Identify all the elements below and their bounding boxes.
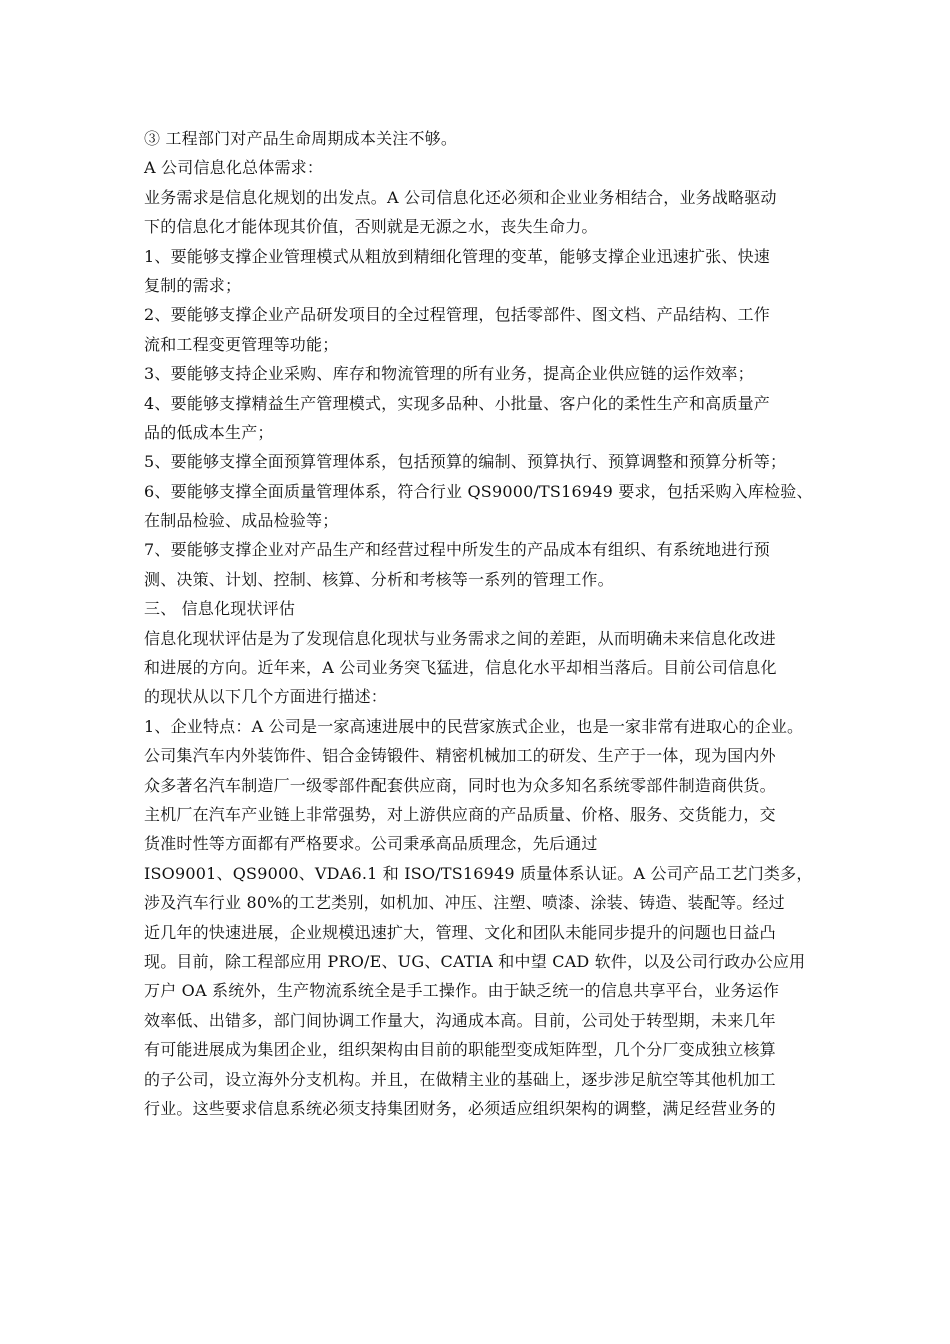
text-line: 万户 OA 系统外，生产物流系统全是手工操作。由于缺乏统一的信息共享平台，业务运作 [144, 981, 780, 1001]
text-line: ISO9001、QS9000、VDA6.1 和 ISO/TS16949 质量体系认证。A 公司产品工艺门类多， [144, 863, 813, 883]
text-line: 1、企业特点：A 公司是一家高速进展中的民营家族式企业，也是一家非常有进取心的企业。 [144, 716, 804, 736]
text-line: 测、决策、计划、控制、核算、分析和考核等一系列的管理工作。 [144, 569, 614, 589]
text-line: 品的低成本生产； [144, 422, 274, 442]
text-line: 3、要能够支持企业采购、库存和物流管理的所有业务，提高企业供应链的运作效率； [144, 364, 754, 384]
text-line: 6、要能够支撑全面质量管理体系，符合行业 QS9000/TS16949 要求，包括采购入库检验、 [144, 481, 813, 501]
text-line: 行业。这些要求信息系统必须支持集团财务，必须适应组织架构的调整，满足经营业务的 [144, 1098, 776, 1118]
text-line: 效率低、出错多，部门间协调工作量大，沟通成本高。目前，公司处于转型期，未来几年 [144, 1010, 776, 1030]
text-line: 下的信息化才能体现其价值，否则就是无源之水，丧失生命力。 [144, 217, 598, 237]
text-line: 4、要能够支撑精益生产管理模式，实现多品种、小批量、客户化的柔性生产和高质量产 [144, 393, 770, 413]
text-line: 1、要能够支撑企业管理模式从粗放到精细化管理的变革，能够支撑企业迅速扩张、快速 [144, 246, 770, 266]
section-heading: 三、 信息化现状评估 [144, 599, 296, 619]
text-line: 7、要能够支撑企业对产品生产和经营过程中所发生的产品成本有组织、有系统地进行预 [144, 540, 770, 560]
text-line: 近几年的快速进展，企业规模迅速扩大，管理、文化和团队未能同步提升的问题也日益凸 [144, 922, 776, 942]
text-line: 5、要能够支撑全面预算管理体系，包括预算的编制、预算执行、预算调整和预算分析等； [144, 452, 787, 472]
text-line: 和进展的方向。近年来，A 公司业务突飞猛进，信息化水平却相当落后。目前公司信息化 [144, 658, 777, 678]
text-line: 复制的需求； [144, 275, 242, 295]
document-page [144, 124, 824, 1123]
text-line: 众多著名汽车制造厂一级零部件配套供应商，同时也为众多知名系统零部件制造商供货。 [144, 775, 776, 795]
text-line: 现。目前，除工程部应用 PRO/E、UG、CATIA 和中望 CAD 软件，以及公司行政办公应用 [144, 951, 806, 971]
text-line: 涉及汽车行业 80%的工艺类别，如机加、冲压、注塑、喷漆、涂装、铸造、装配等。经过 [144, 893, 785, 913]
text-line: 公司集汽车内外装饰件、铝合金铸锻件、精密机械加工的研发、生产于一体，现为国内外 [144, 746, 776, 766]
text-line: ③ 工程部门对产品生命周期成本关注不够。 [144, 129, 458, 148]
text-line: 主机厂在汽车产业链上非常强势，对上游供应商的产品质量、价格、服务、交货能力，交 [144, 804, 776, 824]
text-line: 2、要能够支撑企业产品研发项目的全过程管理，包括零部件、图文档、产品结构、工作 [144, 305, 770, 325]
text-line: A 公司信息化总体需求： [144, 158, 324, 178]
text-line: 货准时性等方面都有严格要求。公司秉承高品质理念，先后通过 [144, 834, 598, 854]
text-line: 业务需求是信息化规划的出发点。A 公司信息化还必须和企业业务相结合，业务战略驱动 [144, 187, 777, 207]
text-line: 的子公司，设立海外分支机构。并且，在做精主业的基础上，逐步涉足航空等其他机加工 [144, 1069, 776, 1089]
text-line: 信息化现状评估是为了发现信息化现状与业务需求之间的差距，从而明确未来信息化改进 [144, 628, 776, 648]
text-line: 的现状从以下几个方面进行描述： [144, 687, 388, 707]
text-line: 流和工程变更管理等功能； [144, 334, 339, 354]
text-line: 有可能进展成为集团企业，组织架构由目前的职能型变成矩阵型，几个分厂变成独立核算 [144, 1040, 776, 1060]
text-line: 在制品检验、成品检验等； [144, 511, 339, 531]
